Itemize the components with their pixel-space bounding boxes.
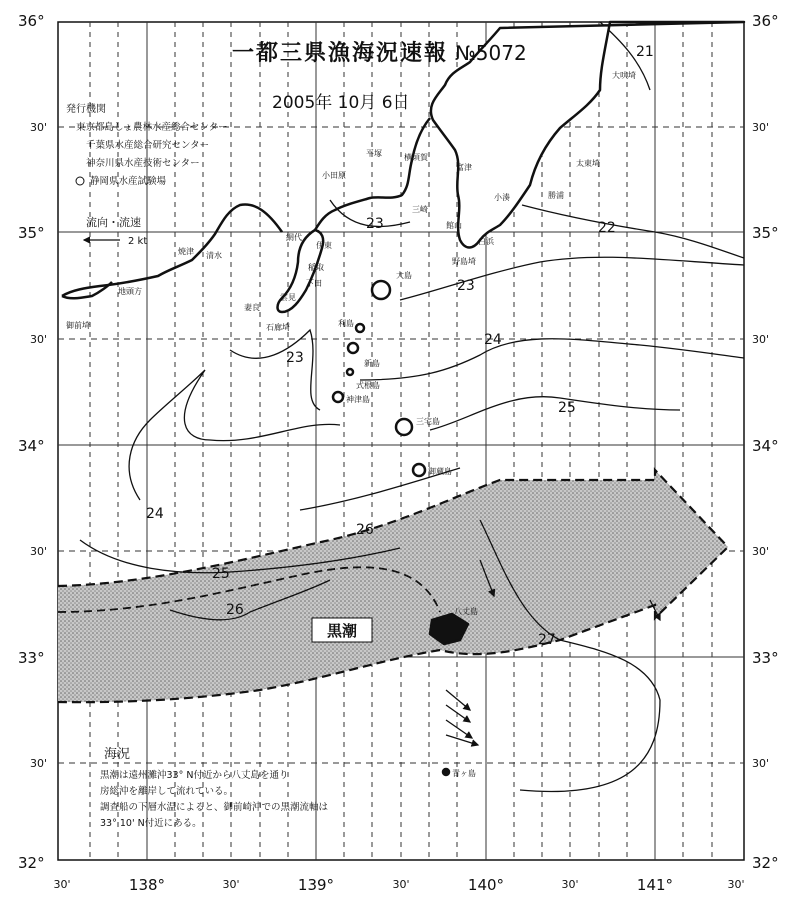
isotherm-label: 21 (636, 44, 654, 60)
lat-label: 35° (18, 224, 45, 242)
lat-label-right: 30' (752, 545, 770, 558)
place-name: 利島 (338, 319, 354, 328)
toshima-island (356, 324, 364, 332)
place-name: 神津島 (346, 395, 370, 404)
isotherm-label: 27 (538, 632, 556, 648)
lat-label: 36° (18, 12, 45, 30)
isotherm-label: 23 (457, 278, 475, 294)
notes-line-4: 33° 10' N付近にある。 (100, 818, 202, 829)
place-name: 妻良 (244, 303, 260, 312)
place-name: 平塚 (366, 149, 382, 158)
page-title: 一都三県漁海況速報 (232, 41, 449, 66)
place-name: 大島 (396, 271, 412, 280)
mikurajima-island (413, 464, 425, 476)
lon-label: 30' (222, 878, 240, 891)
place-name: 横須賀 (404, 153, 428, 162)
kuroshio-label: 黒潮 (326, 622, 358, 640)
lat-label-right: 30' (752, 121, 770, 134)
isotherm-label: 24 (484, 332, 502, 348)
place-name: 青ヶ島 (452, 769, 476, 778)
place-name: 三宅島 (416, 417, 440, 426)
lon-label: 138° (128, 876, 166, 894)
issuer-3: 神奈川県水産技術センター (86, 158, 200, 169)
lat-label: 30' (30, 757, 48, 770)
lat-label: 30' (30, 121, 48, 134)
notes-line-2: 房総沖を離岸して流れている。 (100, 786, 234, 797)
lon-label: 141° (636, 876, 674, 894)
place-name: 焼津 (178, 247, 194, 256)
lon-label: 140° (467, 876, 505, 894)
place-name: 館山 (446, 221, 462, 230)
place-name: 石廊埼 (266, 323, 290, 332)
place-name: 新島 (364, 359, 380, 368)
issuer-1: 東京都島しょ農林水産総合センター (76, 122, 228, 133)
longitude-labels (53, 876, 744, 894)
place-name: 富津 (456, 163, 472, 172)
place-name: 太東埼 (576, 159, 600, 168)
issuers-heading: 発行機関 (66, 104, 106, 115)
lat-label: 30' (30, 545, 48, 558)
lat-label-right: 34° (752, 437, 779, 455)
place-name: 小湊 (494, 193, 510, 202)
place-name: 白浜 (478, 237, 494, 246)
isotherm-label: 22 (598, 220, 616, 236)
notes-line-3: 調査船の下層水温によると、御前崎沖での黒潮流軸は (100, 802, 329, 813)
issuer-4: 静岡県水産試験場 (90, 176, 167, 187)
lon-label: 30' (392, 878, 410, 891)
isotherm-label: 26 (226, 602, 244, 618)
notes-heading: 海況 (104, 747, 131, 762)
place-name: 小田原 (322, 171, 346, 180)
place-name: 勝浦 (548, 191, 564, 200)
place-name: 雲見 (280, 293, 296, 302)
issuer-2: 千葉県水産総合研究センター (86, 140, 210, 151)
miyakejima-island (396, 419, 412, 435)
current-legend-label: 流向・流速 (86, 216, 141, 229)
isotherm-label: 23 (366, 216, 384, 232)
isotherm-label: 24 (146, 506, 164, 522)
place-name: 野島埼 (452, 257, 476, 266)
isotherm-label: 26 (356, 522, 374, 538)
isotherm-label: 25 (558, 400, 576, 416)
place-name: 御前埼 (66, 321, 90, 330)
isotherm-label: 25 (212, 566, 230, 582)
place-name: 御蔵島 (428, 467, 452, 476)
lat-label: 34° (18, 437, 45, 455)
place-name: 八丈島 (454, 607, 478, 616)
place-name: 稲取 (308, 263, 324, 272)
place-name: 伊東 (316, 241, 332, 250)
kozushima-island (333, 392, 343, 402)
lat-label-right: 35° (752, 224, 779, 242)
place-name: 網代 (286, 233, 302, 242)
lat-label-right: 30' (752, 757, 770, 770)
place-name: 大吠埼 (612, 71, 636, 80)
lat-label-right: 33° (752, 649, 779, 667)
place-name: 清水 (206, 251, 222, 260)
notes-line-1: 黒潮は遠州灘沖33° N付近から八丈島を通り (100, 770, 289, 781)
place-name: 式根島 (356, 381, 380, 390)
bulletin-number: №5072 (455, 41, 527, 65)
shikinejima-island (347, 369, 353, 375)
lat-label-right: 30' (752, 333, 770, 346)
current-legend-scale: 2 kt (128, 236, 148, 247)
isotherm-label: 23 (286, 350, 304, 366)
lat-label-right: 36° (752, 12, 779, 30)
oshima-island (372, 281, 390, 299)
lon-label: 30' (53, 878, 71, 891)
place-name: 地頭方 (118, 287, 142, 296)
place-name: 三崎 (412, 205, 428, 214)
lon-label: 30' (727, 878, 745, 891)
lat-label: 32° (18, 854, 45, 872)
place-name: 下田 (306, 279, 322, 288)
lat-label: 30' (30, 333, 48, 346)
lat-label: 33° (18, 649, 45, 667)
niijima-island (348, 343, 358, 353)
lon-label: 30' (561, 878, 579, 891)
issue-date: 2005年 10月 6日 (272, 93, 410, 113)
aogashima-island (443, 769, 449, 775)
lat-label-right: 32° (752, 854, 779, 872)
lon-label: 139° (297, 876, 335, 894)
